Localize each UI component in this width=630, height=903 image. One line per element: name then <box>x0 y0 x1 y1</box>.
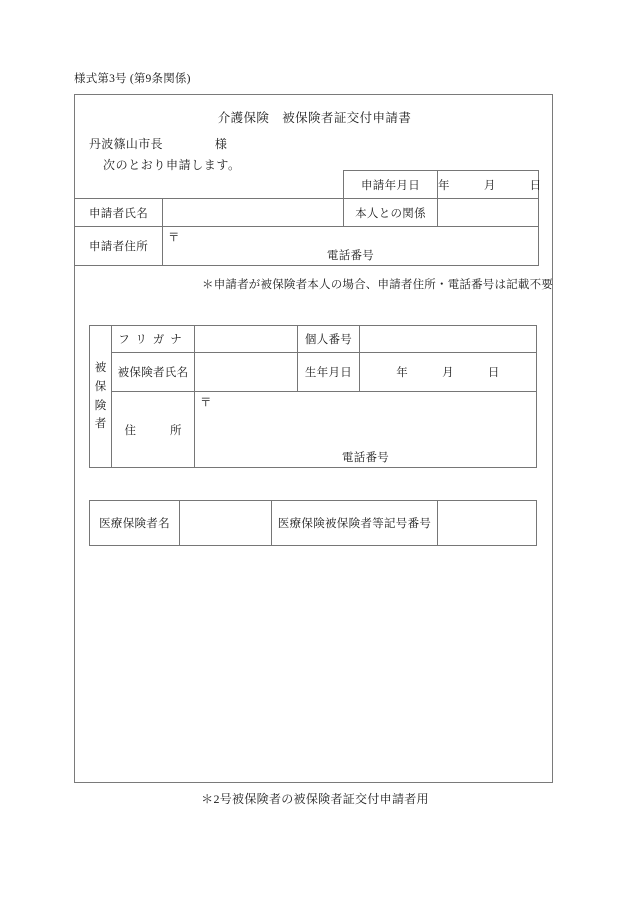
insured-address-label <box>112 392 195 468</box>
application-date-field[interactable] <box>438 171 542 199</box>
relationship-label: 本人との関係 <box>344 199 438 227</box>
addressee-name: 丹波篠山市長 <box>89 137 163 151</box>
furigana-label: フリガナ <box>112 326 195 353</box>
addressee-line <box>89 135 227 152</box>
month-label: 月 <box>442 367 454 379</box>
day-label: 日 <box>529 179 542 192</box>
form-number-label: 様式第3号 (第9条関係) <box>74 73 191 85</box>
month-label: 月 <box>483 179 496 192</box>
medical-insurer-name-field[interactable] <box>180 501 272 546</box>
addressee-honorific: 様 <box>214 137 228 151</box>
year-label: 年 <box>396 367 409 379</box>
birthdate-label: 生年月日 <box>298 353 360 392</box>
medical-symbol-number-field[interactable] <box>438 501 537 546</box>
application-date-label: 申請年月日 <box>344 171 438 199</box>
table-row-insured-address <box>90 392 537 468</box>
insured-name-field[interactable] <box>195 353 298 392</box>
insured-person-table <box>89 325 537 468</box>
personal-number-label: 個人番号 <box>298 326 360 353</box>
furigana-field[interactable] <box>195 326 298 353</box>
empty-spacer-cell <box>75 171 163 199</box>
side-label-char: 保 <box>94 380 107 393</box>
application-statement: 次のとおり申請します。 <box>103 158 241 172</box>
applicant-note: ＊申請者が被保険者本人の場合、申請者住所・電話番号は記載不要 <box>202 279 553 291</box>
side-label-char: 険 <box>94 399 107 412</box>
side-label-char: 被 <box>94 361 107 374</box>
postal-code-icon: 〒 <box>168 232 180 244</box>
insured-side-label <box>90 326 112 468</box>
table-row-applicant-address <box>75 227 539 266</box>
table-row-furigana <box>90 326 537 353</box>
postal-code-icon: 〒 <box>200 397 212 409</box>
applicant-name-label: 申請者氏名 <box>75 199 163 227</box>
document-title: 介護保険 被保険者証交付申請書 <box>217 111 412 125</box>
table-row-application-date <box>75 171 539 199</box>
applicant-address-field[interactable] <box>163 227 539 266</box>
day-label: 日 <box>487 367 500 379</box>
relationship-field[interactable] <box>438 199 539 227</box>
address-label-part: 住 <box>124 424 136 437</box>
table-row-applicant-name <box>75 199 539 227</box>
insured-phone-label: 電話番号 <box>341 452 390 464</box>
table-row-medical-insurer <box>90 501 537 546</box>
birthdate-field[interactable] <box>360 353 537 392</box>
applicant-phone-label: 電話番号 <box>326 250 375 262</box>
address-label-part: 所 <box>170 424 182 437</box>
applicant-table <box>74 170 542 266</box>
year-label: 年 <box>438 179 450 192</box>
insured-name-label: 被保険者氏名 <box>112 353 195 392</box>
medical-insurer-table <box>89 500 537 546</box>
table-row-insured-name <box>90 353 537 392</box>
side-label-char: 者 <box>94 418 107 431</box>
personal-number-field[interactable] <box>360 326 537 353</box>
empty-spacer-cell <box>163 171 344 199</box>
medical-symbol-number-label: 医療保険被保険者等記号番号 <box>272 501 438 546</box>
medical-insurer-name-label: 医療保険者名 <box>90 501 180 546</box>
insured-address-field[interactable] <box>195 392 537 468</box>
applicant-name-field[interactable] <box>163 199 344 227</box>
footer-note: ＊2号被保険者の被保険者証交付申請者用 <box>201 792 429 806</box>
applicant-address-label: 申請者住所 <box>75 227 163 266</box>
